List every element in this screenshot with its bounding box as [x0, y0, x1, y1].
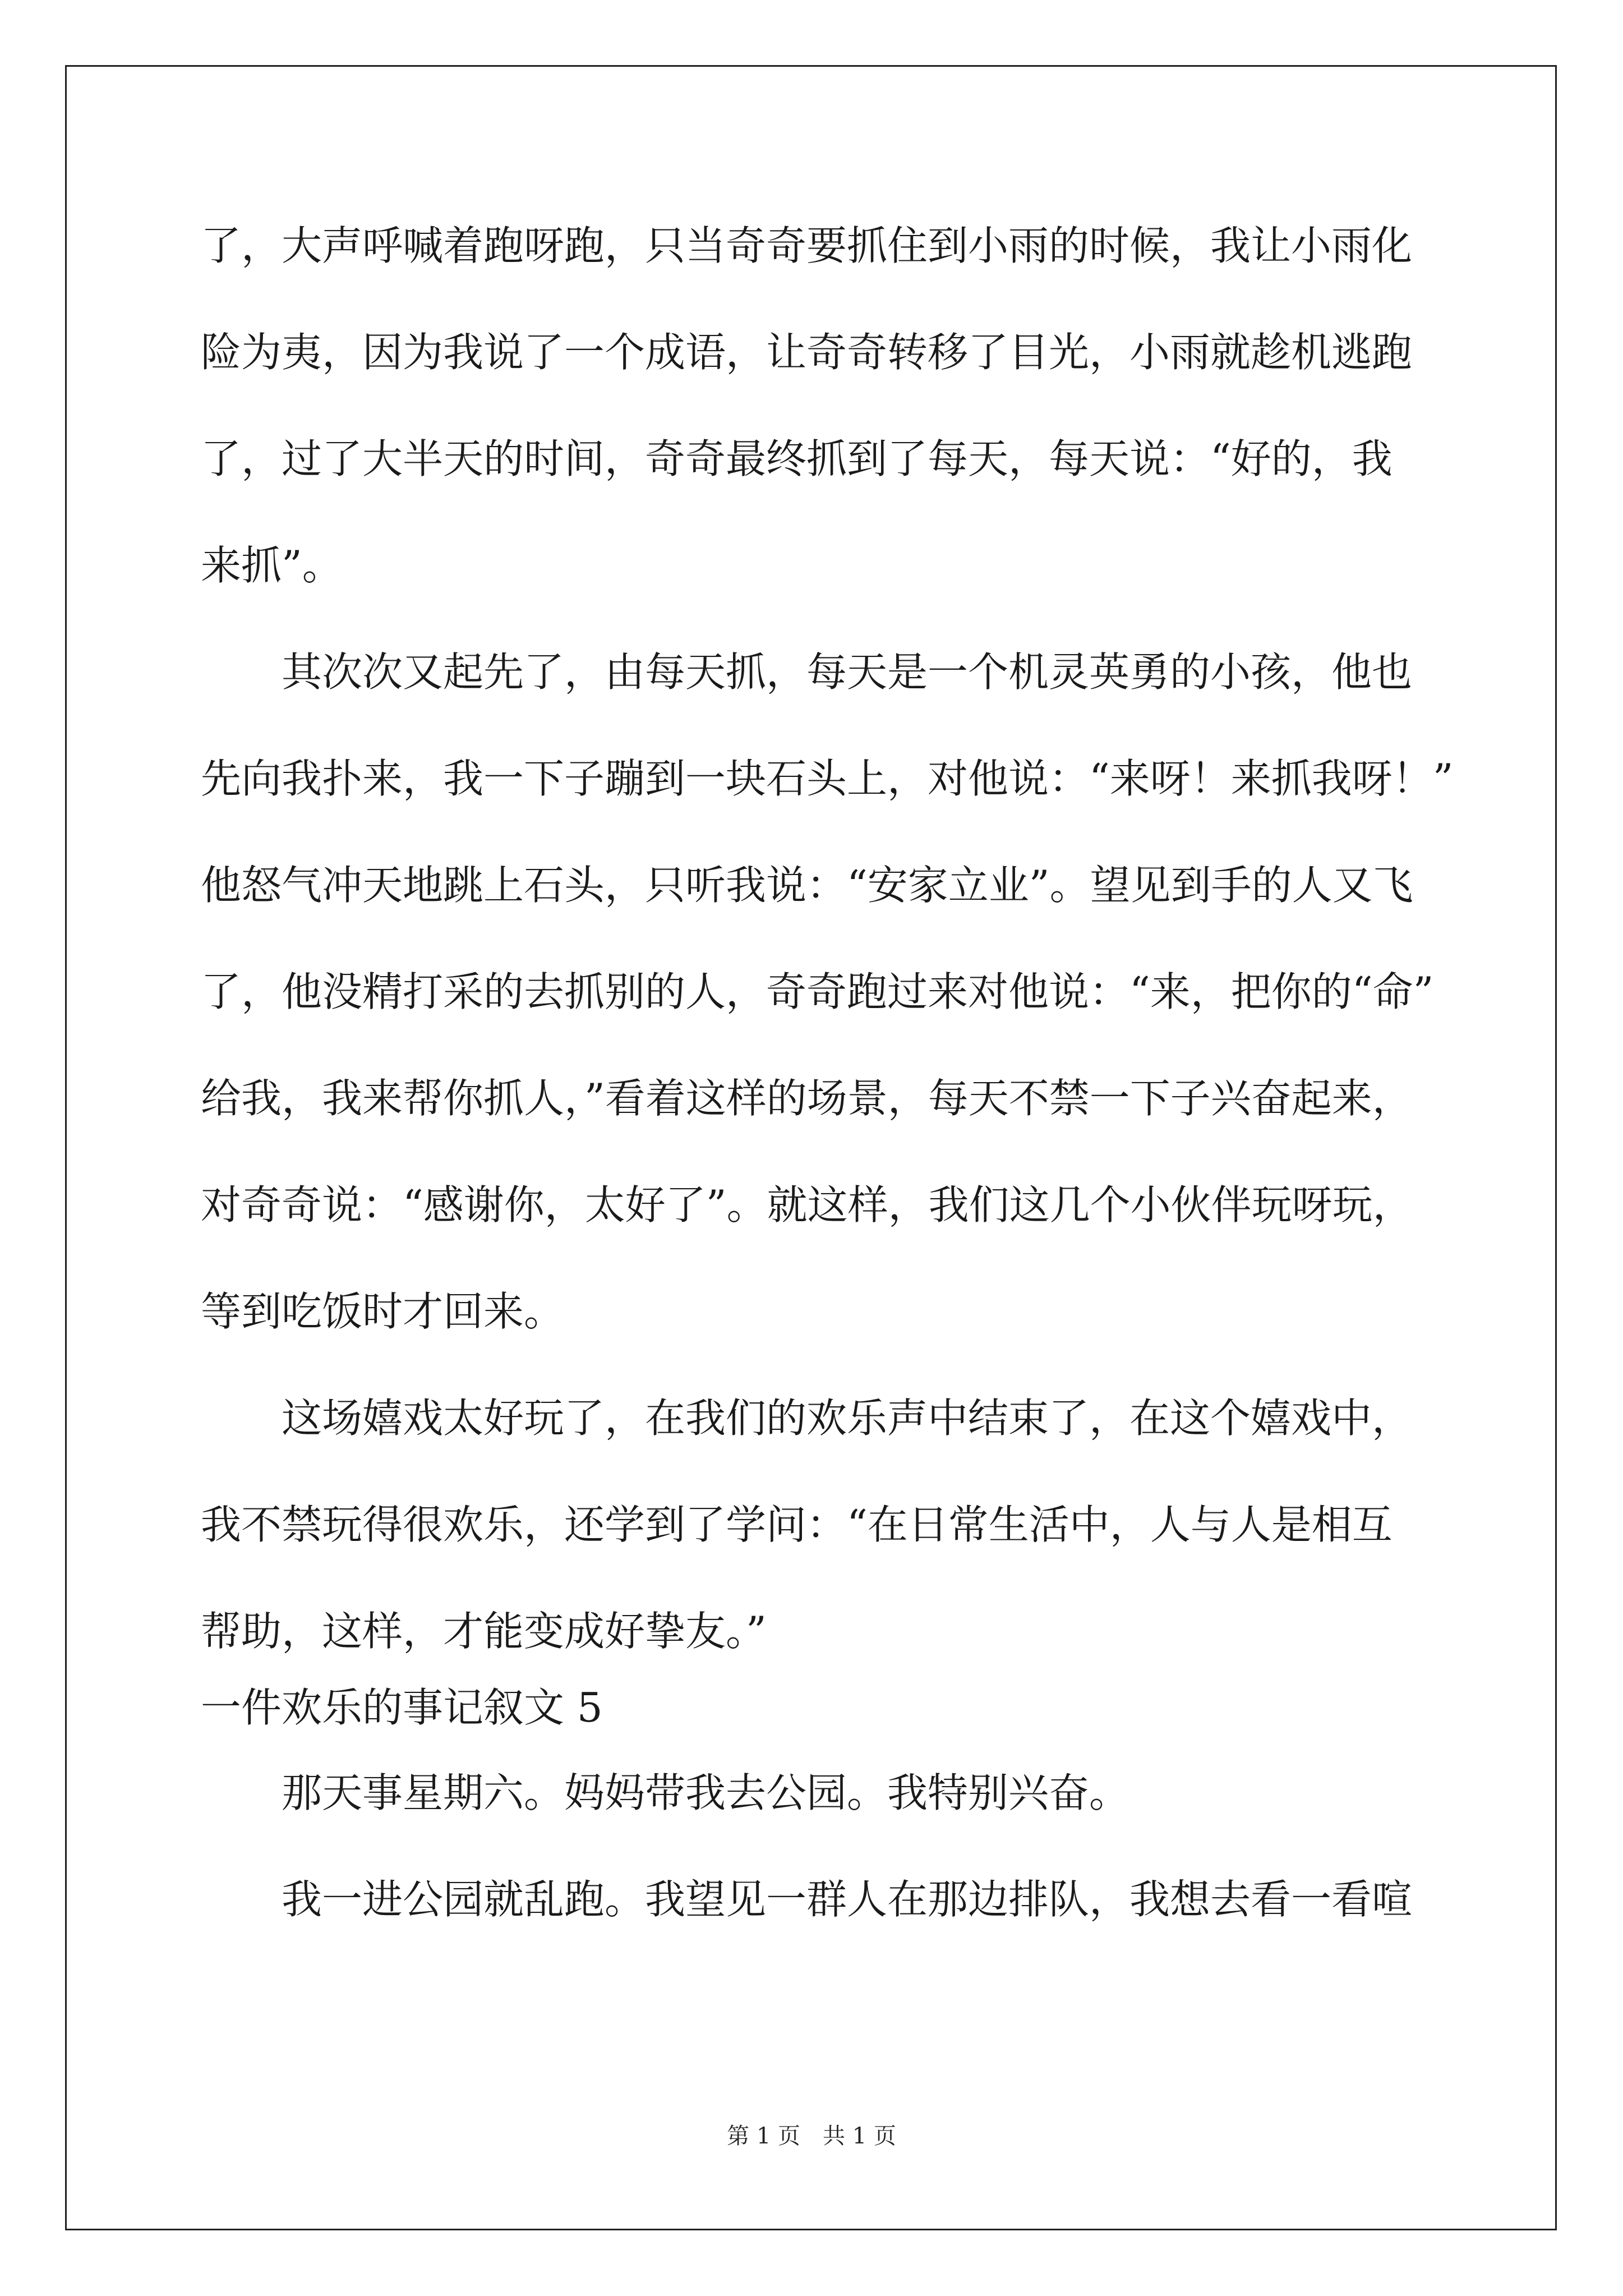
- paragraph-start: 这场嬉戏太好玩了，在我们的欢乐声中结束了，在这个嬉戏中，: [282, 1395, 1413, 1442]
- text-line: 帮助，这样，才能变成好挚友。”: [201, 1608, 767, 1655]
- page-footer: [0, 2118, 1623, 2150]
- text-line: 险为夷，因为我说了一个成语，让奇奇转移了目光，小雨就趁机逃跑: [201, 329, 1413, 376]
- text-line: 等到吃饭时才回来。: [201, 1288, 565, 1335]
- text-line: 他怒气冲天地跳上石头，只听我说：“安家立业”。望见到手的人又飞: [201, 862, 1413, 909]
- text-line: 对奇奇说：“感谢你，太好了”。就这样，我们这几个小伙伴玩呀玩，: [201, 1181, 1413, 1228]
- paragraph-start: 其次次又起先了，由每天抓，每天是一个机灵英勇的小孩，他也: [282, 648, 1413, 696]
- page-number: 第 1 页: [727, 2123, 800, 2149]
- section-heading: 一件欢乐的事记叙文 5: [201, 1684, 603, 1731]
- text-line: 来抓”。: [201, 542, 343, 589]
- document-body: [201, 219, 1454, 1926]
- text-line: 先向我扑来，我一下子蹦到一块石头上，对他说：“来呀！来抓我呀！”: [201, 755, 1454, 802]
- text-line: 了，大声呼喊着跑呀跑，只当奇奇要抓住到小雨的时候，我让小雨化: [201, 222, 1413, 269]
- text-line: 我不禁玩得很欢乐，还学到了学问：“在日常生活中，人与人是相互: [201, 1501, 1393, 1548]
- text-line: 给我，我来帮你抓人，”看着这样的场景，每天不禁一下子兴奋起来，: [201, 1075, 1413, 1122]
- paragraph-start: 那天事星期六。妈妈带我去公园。我特别兴奋。: [282, 1769, 1130, 1816]
- paragraph-start: 我一进公园就乱跑。我望见一群人在那边排队，我想去看一看喧: [282, 1876, 1413, 1923]
- text-line: 了，他没精打采的去抓别的人，奇奇跑过来对他说：“来，把你的“命”: [201, 968, 1434, 1015]
- text-line: 了，过了大半天的时间，奇奇最终抓到了每天，每天说：“好的，我: [201, 435, 1393, 482]
- page-total: 共 1 页: [823, 2123, 896, 2149]
